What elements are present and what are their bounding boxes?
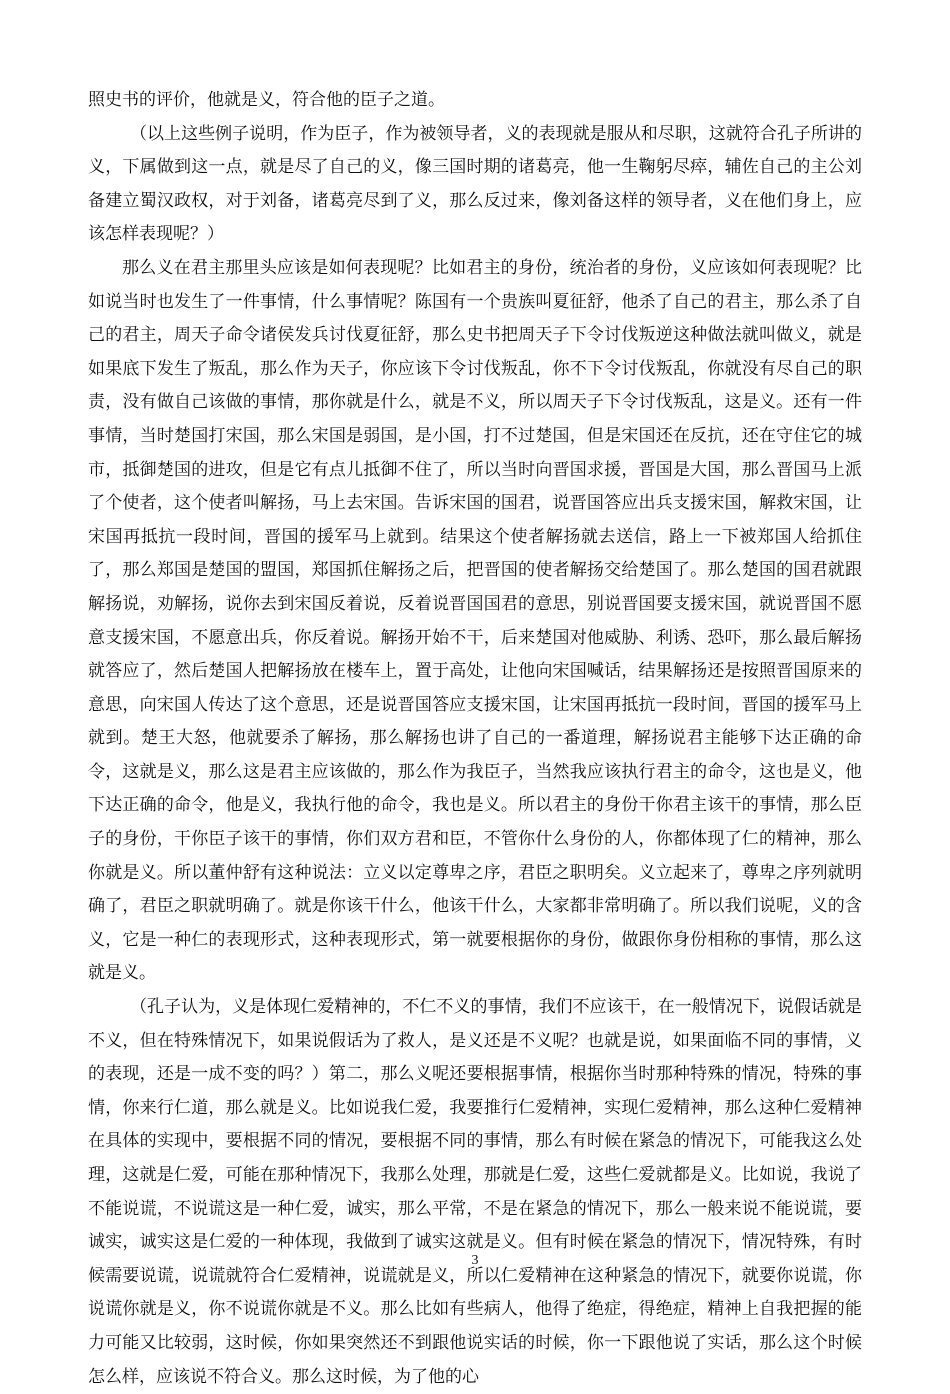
paragraph-commentary-2: （孔子认为，义是体现仁爱精神的，不仁不义的事情，我们不应该干，在一般情况下，说假话就是不义，但在特殊情况下，如果说假话为了救人，是义还是不义呢？也就是说，如果面临不同的事情，义的表现，还是一成不变的吗？）第二，那么义呢还要根据事情，根据你当时那种特殊的情况，特殊的事情，你来行仁道，那么就是义。比如说我仁爱，我要推行仁爱精神，实现仁爱精神，那么这种仁爱精神在具体的实现中，要根据不同的情况，要根据不同的事情，那么有时候在紧急的情况下，可能我这么处理，这就是仁爱，可能在那种情况下，我那么处理，那就是仁爱，这些仁爱就都是义。比如说，我说了不能说谎，不说谎这是一种仁爱，诚实，那么平常，不是在紧急的情况下，那么一般来说不能说谎，要诚实，诚实这是仁爱的一种体现，我做到了诚实这就是义。但有时候在紧急的情况下，情况特殊，有时候需要说谎，说谎就符合仁爱精神，说谎就是义，所以仁爱精神在这种紧急的情况下，就要你说谎，你说谎你就是义，你不说谎你就是不义。那么比如有些病人，他得了绝症，得绝症，精神上自我把握的能力可能又比较弱，这时候，你如果突然还不到跟他说实话的时候，你一下跟他说了实话，那么这个时候怎么样，应该说不符合义。那么这时候，为了他的心 — [88, 997, 862, 1387]
paragraph-ruler-righteousness: 那么义在君主那里头应该是如何表现呢？比如君主的身份，统治者的身份，义应该如何表现呢？比如说当时也发生了一件事情，什么事情呢？陈国有一个贵族叫夏征舒，他杀了自己的君主，那么杀了自己的君主，周天子命令诸侯发兵讨伐夏征舒，那么史书把周天子下令讨伐叛逆这种做法就叫做义，就是如果底下发生了叛乱，那么作为天子，你应该下令讨伐叛乱，你不下令讨伐叛乱，你就没有尽自己的职责，没有做自己该做的事情，那你就是什么，就是不义，所以周天子下令讨伐叛乱，这是义。还有一件事情，当时楚国打宋国，那么宋国是弱国，是小国，打不过楚国，但是宋国还在反抗，还在守住它的城市，抵御楚国的进攻，但是它有点儿抵御不住了，所以当时向晋国求援，晋国是大国，那么晋国马上派了个使者，这个使者叫解扬，马上去宋国。告诉宋国的国君，说晋国答应出兵支援宋国，解救宋国，让宋国再抵抗一段时间，晋国的援军马上就到。结果这个使者解扬就去送信，路上一下被郑国人给抓住了，那么郑国是楚国的盟国，郑国抓住解扬之后，把晋国的使者解扬交给楚国了。那么楚国的国君就跟解扬说，劝解扬，说你去到宋国反着说，反着说晋国国君的意思，别说晋国要支援宋国，就说晋国不愿意支援宋国，不愿意出兵，你反着说。解扬开始不干，后来楚国对他威胁、利诱、恐吓，那么最后解扬就答应了，然后楚国人把解扬放在楼车上，置于高处，让他向宋国喊话，结果解扬还是按照晋国原来的意思，向宋国人传达了这个意思，还是说晋国答应支援宋国，让宋国再抵抗一段时间，晋国的援军马上就到。楚王大怒，他就要杀了解扬，那么解扬也讲了自己的一番道理，解扬说君主能够下达正确的命令，这就是义，那么这是君主应该做的，那么作为我臣子，当然我应该执行君主的命令，这也是义，他下达正确的命令，他是义，我执行他的命令，我也是义。所以君主的身份干你君主该干的事情，那么臣子的身份，干你臣子该干的事情，你们双方君和臣，不管你什么身份的人，你都体现了仁的精神，那么你就是义。所以董仲舒有这种说法：立义以定尊卑之序，君臣之职明矣。义立起来了，尊卑之序列就明确了，君臣之职就明确了。就是你该干什么，他该干什么，大家都非常明确了。所以我们说呢，义的含义，它是一种仁的表现形式，这种表现形式，第一就要根据你的身份，做跟你身份相称的事情，那么这就是义。 — [88, 257, 862, 984]
body-text — [88, 84, 862, 1394]
page-number: 3 — [471, 1253, 479, 1268]
paragraph-continuation: 照史书的评价，他就是义，符合他的臣子之道。 — [88, 90, 445, 110]
paragraph-commentary-1: （以上这些例子说明，作为臣子，作为被领导者，义的表现就是服从和尽职，这就符合孔子所讲的义，下属做到这一点，就是尽了自己的义，像三国时期的诸葛亮，他一生鞠躬尽瘁，辅佐自己的主公刘备建立蜀汉政权，对于刘备，诸葛亮尽到了义，那么反过来，像刘备这样的领导者，义在他们身上，应该怎样表现呢？） — [88, 123, 862, 245]
